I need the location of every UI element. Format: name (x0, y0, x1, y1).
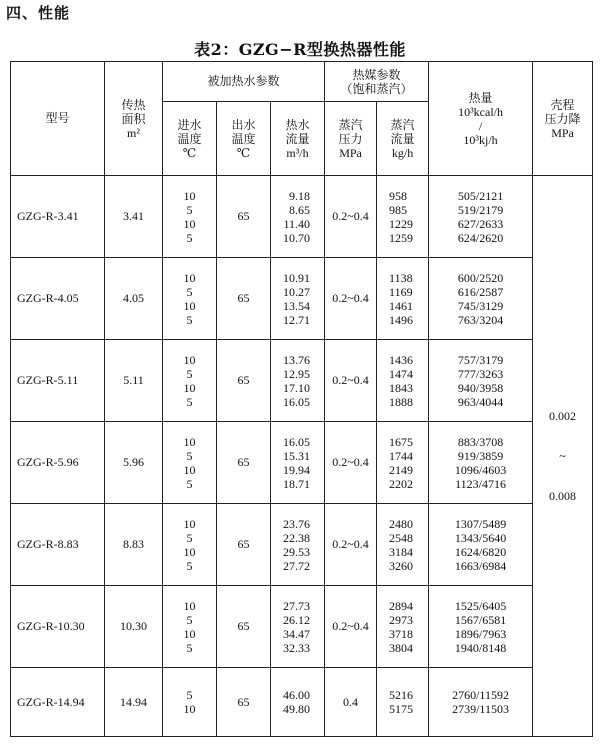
header-steam-pressure: 蒸汽 压力 MPa (325, 102, 377, 176)
cell-value: GZG-R-14.94 (17, 694, 85, 709)
cell-line: 1525/6405 (454, 598, 507, 613)
steam-pressure-cell (325, 504, 377, 586)
cell-line: 3718 (389, 626, 414, 641)
cell-value: 0.2~0.4 (332, 209, 369, 223)
inlet-temp-cell (163, 668, 217, 737)
cell-line: 1896/7963 (454, 626, 507, 641)
cell-line: 8.65 (289, 202, 311, 217)
steam-flow-cell (377, 176, 429, 258)
cell-value: 0.2~0.4 (332, 373, 369, 387)
cell-line: 10 (183, 352, 196, 367)
heat-cell (429, 258, 533, 340)
cell-line: 10 (183, 434, 196, 449)
pressure-drop-value: 0.002 (549, 409, 577, 423)
cell-line: 1259 (389, 230, 414, 245)
model-cell (11, 340, 105, 422)
cell-line: 5 (186, 366, 193, 381)
cell-line: 777/3263 (457, 366, 504, 381)
cell-line: 1663/6984 (454, 558, 507, 573)
model-cell (11, 668, 105, 737)
outlet-temp-cell (217, 586, 271, 668)
steam-pressure-cell (325, 586, 377, 668)
area-cell (105, 668, 163, 737)
area-cell (105, 340, 163, 422)
table-title: 表2：GZG−R型换热器性能 (194, 40, 406, 59)
cell-value: 5.96 (123, 455, 144, 469)
cell-value: 65 (237, 209, 250, 223)
cell-line: 5 (186, 230, 193, 245)
cell-line: 27.72 (283, 558, 311, 573)
header-shell-pressure-drop: 壳程 压力降 MPa (533, 62, 593, 176)
section-heading: 四、性能 (6, 4, 71, 22)
cell-line: 32.33 (283, 640, 311, 655)
cell-line: 763/3204 (457, 312, 504, 327)
steam-pressure-cell (325, 668, 377, 737)
cell-line: 1843 (389, 380, 414, 395)
area-cell (105, 586, 163, 668)
cell-line: 49.80 (283, 702, 311, 716)
cell-line: 5 (186, 448, 193, 463)
spacer (533, 425, 592, 447)
cell-line: 10 (183, 380, 196, 395)
steam-pressure-cell (325, 258, 377, 340)
cell-line: 2973 (389, 612, 414, 627)
water-flow-cell (271, 258, 325, 340)
cell-line: 16.05 (283, 434, 311, 449)
cell-value: 65 (237, 619, 250, 633)
area-cell (105, 422, 163, 504)
cell-value: GZG-R-3.41 (17, 209, 79, 223)
cell-value: 8.83 (123, 537, 144, 551)
cell-line: 5 (186, 530, 193, 545)
cell-line: 2760/11592 (452, 688, 509, 702)
header-media-group: 热媒参数 （饱和蒸汽） (325, 62, 429, 102)
cell-value: GZG-R-5.96 (17, 455, 79, 469)
header-steam-flow: 蒸汽 流量 kg/h (377, 102, 429, 176)
steam-pressure-cell (325, 176, 377, 258)
model-cell (11, 504, 105, 586)
heat-cell (429, 176, 533, 258)
outlet-temp-cell (217, 176, 271, 258)
steam-flow-cell (377, 340, 429, 422)
cell-value: 0.2~0.4 (332, 537, 369, 551)
cell-line: 26.12 (283, 612, 311, 627)
cell-line: 940/3958 (457, 380, 504, 395)
table-row (11, 586, 593, 668)
cell-value: 14.94 (120, 694, 147, 709)
cell-line: 22.38 (283, 530, 311, 545)
cell-value: 5.11 (123, 373, 144, 387)
cell-line: 5 (186, 202, 193, 217)
cell-line: 10 (183, 298, 196, 313)
header-outlet-temp: 出水 温度 ℃ (217, 102, 271, 176)
heat-cell (429, 504, 533, 586)
cell-line: 985 (389, 202, 408, 217)
cell-line: 15.31 (283, 448, 311, 463)
steam-flow-cell (377, 504, 429, 586)
cell-line: 5 (186, 640, 193, 655)
inlet-temp-cell (163, 258, 217, 340)
cell-line: 23.76 (283, 516, 311, 531)
cell-line: 10 (183, 462, 196, 477)
cell-line: 29.53 (283, 544, 311, 559)
cell-line: 745/3129 (457, 298, 504, 313)
cell-line: 12.71 (283, 312, 311, 327)
water-flow-cell (271, 340, 325, 422)
cell-line: 2739/11503 (452, 702, 509, 716)
water-flow-cell (271, 668, 325, 737)
cell-line: 2480 (389, 516, 414, 531)
table-row (11, 422, 593, 504)
cell-value: GZG-R-10.30 (17, 619, 85, 633)
cell-line: 627/2633 (457, 216, 504, 231)
cell-line: 5 (186, 284, 193, 299)
cell-line: 883/3708 (457, 434, 504, 449)
cell-line: 1436 (389, 352, 414, 367)
outlet-temp-cell (217, 422, 271, 504)
inlet-temp-cell (163, 422, 217, 504)
table-row (11, 258, 593, 340)
cell-line: 757/3179 (457, 352, 504, 367)
cell-line: 1461 (389, 298, 414, 313)
cell-line: 1744 (389, 448, 414, 463)
cell-line: 11.40 (283, 216, 311, 231)
cell-line: 34.47 (283, 626, 311, 641)
cell-value: 0.4 (343, 694, 359, 709)
cell-line: 12.95 (283, 366, 311, 381)
cell-line: 5 (186, 688, 193, 702)
cell-line: 5175 (389, 702, 414, 716)
heat-cell (429, 586, 533, 668)
table-row (11, 176, 593, 258)
cell-value: 65 (237, 373, 250, 387)
cell-line: 1624/6820 (454, 544, 507, 559)
inlet-temp-cell (163, 176, 217, 258)
water-flow-cell (271, 422, 325, 504)
cell-line: 1474 (389, 366, 414, 381)
inlet-temp-cell (163, 340, 217, 422)
cell-line: 10 (183, 702, 196, 716)
header-area: 传热 面积 m² (105, 62, 163, 176)
spacer (533, 465, 592, 487)
area-cell (105, 176, 163, 258)
header-water-flow: 热水 流量 m³/h (271, 102, 325, 176)
outlet-temp-cell (217, 340, 271, 422)
header-heated-water-group: 被加热水参数 (163, 62, 325, 102)
cell-value: GZG-R-8.83 (17, 537, 79, 551)
shell-pressure-drop-cell (533, 176, 593, 737)
cell-line: 16.05 (283, 394, 311, 409)
cell-line: 27.73 (283, 598, 311, 613)
inlet-temp-cell (163, 586, 217, 668)
cell-value: 0.2~0.4 (332, 619, 369, 633)
table-row (11, 340, 593, 422)
cell-value: 4.05 (123, 291, 144, 305)
steam-flow-cell (377, 668, 429, 737)
heat-cell (429, 422, 533, 504)
cell-line: 10 (183, 216, 196, 231)
cell-line: 1940/8148 (454, 640, 507, 655)
model-cell (11, 586, 105, 668)
performance-table (10, 61, 593, 737)
cell-line: 10.91 (283, 270, 311, 285)
cell-value: 65 (237, 455, 250, 469)
cell-value: GZG-R-4.05 (17, 291, 79, 305)
water-flow-cell (271, 504, 325, 586)
cell-line: 519/2179 (457, 202, 504, 217)
cell-line: 3804 (389, 640, 414, 655)
table-row (11, 504, 593, 586)
water-flow-cell (271, 586, 325, 668)
cell-line: 13.76 (283, 352, 311, 367)
cell-line: 616/2587 (457, 284, 504, 299)
model-cell (11, 176, 105, 258)
model-cell (11, 258, 105, 340)
cell-value: 0.2~0.4 (332, 455, 369, 469)
cell-line: 2202 (389, 476, 414, 491)
cell-line: 10.27 (283, 284, 311, 299)
cell-line: 1096/4603 (454, 462, 507, 477)
cell-value: 65 (237, 291, 250, 305)
steam-pressure-cell (325, 340, 377, 422)
cell-line: 958 (389, 188, 408, 203)
cell-line: 624/2620 (457, 230, 504, 245)
cell-line: 600/2520 (457, 270, 504, 285)
cell-line: 1343/5640 (454, 530, 507, 545)
cell-line: 3184 (389, 544, 414, 559)
cell-line: 5 (186, 558, 193, 573)
cell-line: 46.00 (283, 688, 311, 702)
heat-cell (429, 668, 533, 737)
table-row (11, 668, 593, 737)
cell-line: 963/4044 (457, 394, 504, 409)
steam-flow-cell (377, 586, 429, 668)
pressure-drop-value: ~ (559, 449, 566, 463)
cell-line: 10.70 (283, 230, 311, 245)
cell-line: 1123/4716 (455, 476, 506, 491)
cell-line: 19.94 (283, 462, 311, 477)
cell-line: 2548 (389, 530, 414, 545)
steam-flow-cell (377, 258, 429, 340)
area-cell (105, 258, 163, 340)
cell-line: 1675 (389, 434, 414, 449)
cell-line: 5 (186, 476, 193, 491)
model-cell (11, 422, 105, 504)
cell-line: 1169 (389, 284, 413, 299)
cell-line: 5216 (389, 688, 414, 702)
pressure-drop-value: 0.008 (549, 489, 577, 503)
cell-value: 3.41 (123, 209, 144, 223)
cell-line: 505/2121 (457, 188, 504, 203)
cell-line: 10 (183, 544, 196, 559)
cell-line: 1888 (389, 394, 414, 409)
cell-line: 3260 (389, 558, 414, 573)
cell-line: 9.18 (289, 188, 311, 203)
cell-value: GZG-R-5.11 (17, 373, 79, 387)
header-heat: 热量 10³kcal/h / 10³kj/h (429, 62, 533, 176)
outlet-temp-cell (217, 668, 271, 737)
cell-line: 1229 (389, 216, 414, 231)
steam-flow-cell (377, 422, 429, 504)
cell-line: 1307/5489 (454, 516, 507, 531)
water-flow-cell (271, 176, 325, 258)
cell-line: 1567/6581 (454, 612, 507, 627)
cell-line: 1138 (389, 270, 413, 285)
cell-line: 10 (183, 516, 196, 531)
cell-line: 5 (186, 612, 193, 627)
cell-value: 10.30 (120, 619, 147, 633)
cell-value: 65 (237, 694, 250, 709)
cell-line: 5 (186, 312, 193, 327)
cell-line: 10 (183, 188, 196, 203)
cell-line: 5 (186, 394, 193, 409)
steam-pressure-cell (325, 422, 377, 504)
cell-line: 10 (183, 270, 196, 285)
heat-cell (429, 340, 533, 422)
inlet-temp-cell (163, 504, 217, 586)
outlet-temp-cell (217, 258, 271, 340)
cell-line: 919/3859 (457, 448, 504, 463)
area-cell (105, 504, 163, 586)
cell-line: 10 (183, 626, 196, 641)
cell-line: 13.54 (283, 298, 311, 313)
cell-line: 1496 (389, 312, 414, 327)
cell-line: 17.10 (283, 380, 311, 395)
cell-line: 2149 (389, 462, 414, 477)
header-model: 型号 (11, 62, 105, 176)
cell-line: 10 (183, 598, 196, 613)
cell-line: 18.71 (283, 476, 311, 491)
cell-line: 2894 (389, 598, 414, 613)
outlet-temp-cell (217, 504, 271, 586)
cell-value: 0.2~0.4 (332, 291, 369, 305)
header-inlet-temp: 进水 温度 ℃ (163, 102, 217, 176)
cell-value: 65 (237, 537, 250, 551)
